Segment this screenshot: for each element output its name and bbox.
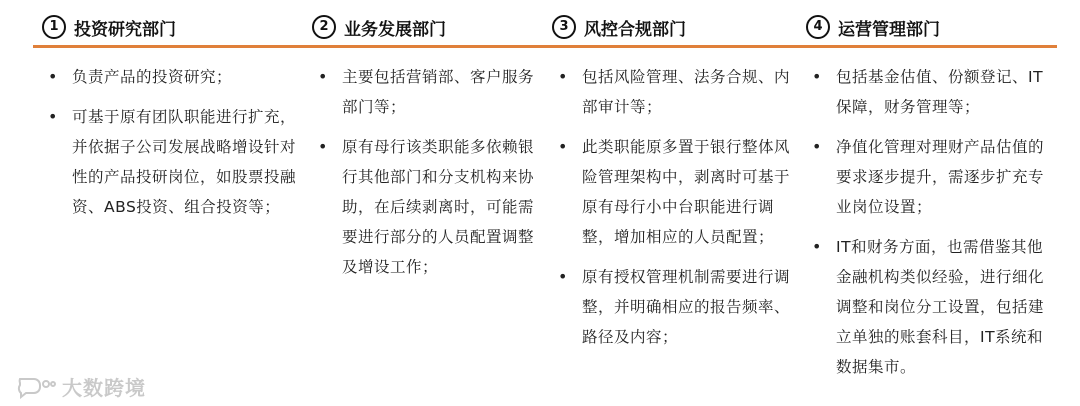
list-item: • 原有母行该类职能多依赖银行其他部门和分支机构来协助，在后续剥离时，可能需要进行部分的人员配置调整及增设工作； — [312, 132, 548, 282]
circled-number: 1 — [42, 15, 66, 39]
bullet-icon: • — [48, 107, 58, 126]
column-title: 业务发展部门 — [344, 19, 446, 40]
bullet-icon: • — [48, 67, 58, 86]
list-item: • 可基于原有团队职能进行扩充，并依据子公司发展战略增设针对性的产品投研岗位，如股票投融资、ABS投资、组合投资等； — [42, 102, 304, 222]
list-item: • IT和财务方面，也需借鉴其他金融机构类似经验，进行细化调整和岗位分工设置，包括建立单独的账套科目，IT系统和数据集市。 — [806, 232, 1058, 382]
column-header — [806, 12, 1058, 42]
column-header — [42, 12, 304, 42]
bullet-icon: • — [318, 137, 328, 156]
list-item: • 此类职能原多置于银行整体风险管理架构中，剥离时可基于原有母行小中台职能进行调整，增加相应的人员配置； — [552, 132, 802, 252]
bullet-list — [312, 62, 548, 292]
bullet-icon: • — [558, 137, 568, 156]
column-business-development — [312, 0, 548, 406]
bullet-icon: • — [558, 267, 568, 286]
column-title: 运营管理部门 — [838, 19, 940, 40]
circled-number: 2 — [312, 15, 336, 39]
list-item: • 包括基金估值、份额登记、IT保障，财务管理等； — [806, 62, 1058, 122]
watermark-text: 大数跨境 — [62, 376, 146, 400]
bullet-list — [552, 62, 802, 362]
column-title: 风控合规部门 — [584, 19, 686, 40]
bullet-icon: • — [558, 67, 568, 86]
column-operations — [806, 0, 1058, 406]
bullet-list — [42, 62, 304, 232]
list-item: • 原有授权管理机制需要进行调整，并明确相应的报告频率、路径及内容； — [552, 262, 802, 352]
column-header — [312, 12, 548, 42]
column-title: 投资研究部门 — [74, 19, 176, 40]
column-header — [552, 12, 802, 42]
column-investment-research — [42, 0, 304, 406]
watermark — [16, 372, 146, 401]
bullet-icon: • — [318, 67, 328, 86]
chat-bubble-icon — [16, 375, 56, 399]
column-risk-compliance — [552, 0, 802, 406]
circled-number: 4 — [806, 15, 830, 39]
circled-number: 3 — [552, 15, 576, 39]
bullet-list — [806, 62, 1058, 392]
bullet-icon: • — [812, 137, 822, 156]
bullet-icon: • — [812, 237, 822, 256]
list-item: • 包括风险管理、法务合规、内部审计等； — [552, 62, 802, 122]
list-item: • 净值化管理对理财产品估值的要求逐步提升，需逐步扩充专业岗位设置； — [806, 132, 1058, 222]
list-item: • 主要包括营销部、客户服务部门等； — [312, 62, 548, 122]
bullet-icon: • — [812, 67, 822, 86]
list-item: • 负责产品的投资研究； — [42, 62, 304, 92]
